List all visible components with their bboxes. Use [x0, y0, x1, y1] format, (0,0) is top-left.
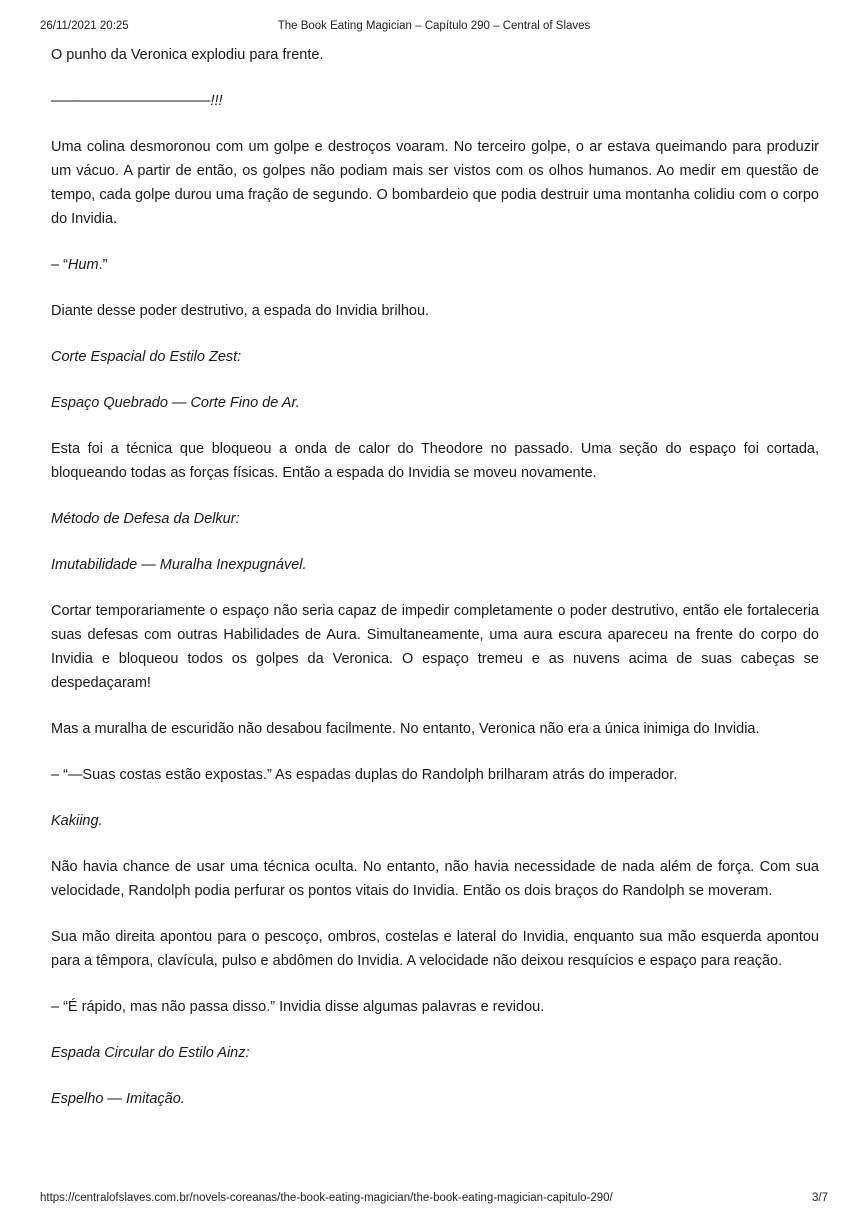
page-number: 3/7 [812, 1192, 828, 1204]
paragraph-3: Uma colina desmoronou com um golpe e destroços voaram. No terceiro golpe, o ar estava queimando para produzir um vácuo. A partir de então, os golpes não podiam mais ser vistos com os olhos humanos. Ao medir em questão de tempo, cada golpe durou uma fração de segundo. O bombardeio que podia destruir uma montanha colidiu com o corpo do Invidia. [51, 139, 819, 227]
paragraph-17: – “É rápido, mas não passa disso.” Invidia disse algumas palavras e revidou. [51, 999, 545, 1015]
chapter-text [51, 43, 819, 1133]
dialogue-italic: Hum [67, 257, 99, 273]
paragraph-14: Kakiing. [51, 813, 103, 829]
paragraph-1: O punho da Veronica explodiu para frente. [51, 47, 324, 63]
paragraph-11: Cortar temporariamente o espaço não seria capaz de impedir completamente o poder destrutivo, então ele fortaleceria suas defesas com outras Habilidades de Aura. Simultaneamente, uma aura escura apareceu na frente do corpo do Invidia e bloqueou todos os golpes da Veronica. O espaço tremeu e as nuvens acima de suas cabeças se despedaçaram! [51, 603, 819, 691]
paragraph-5: Diante desse poder destrutivo, a espada do Invidia brilhou. [51, 303, 430, 319]
source-url: https://centralofslaves.com.br/novels-coreanas/the-book-eating-magician/the-book-eating-magician-capitulo-290/ [40, 1192, 613, 1204]
dialogue-close: .” [98, 257, 108, 273]
paragraph-2: ———————————!!! [51, 93, 223, 109]
paragraph-7: Espaço Quebrado — Corte Fino de Ar. [51, 395, 300, 411]
paragraph-13: – “—Suas costas estão expostas.” As espadas duplas do Randolph brilharam atrás do imperador. [51, 767, 678, 783]
dialogue-open: – “ [51, 257, 68, 273]
page-header-title: The Book Eating Magician – Capítulo 290 – Central of Slaves [277, 20, 591, 32]
paragraph-15: Não havia chance de usar uma técnica oculta. No entanto, não havia necessidade de nada além de força. Com sua velocidade, Randolph podia perfurar os pontos vitais do Invidia. Então os dois braços do Randolph se moveram. [51, 859, 819, 899]
paragraph-4 [51, 253, 819, 277]
print-date: 26/11/2021 20:25 [40, 20, 129, 32]
paragraph-6: Corte Espacial do Estilo Zest: [51, 349, 242, 365]
paragraph-12: Mas a muralha de escuridão não desabou facilmente. No entanto, Veronica não era a única inimiga do Invidia. [51, 721, 760, 737]
paragraph-16: Sua mão direita apontou para o pescoço, ombros, costelas e lateral do Invidia, enquanto sua mão esquerda apontou para a têmpora, clavícula, pulso e abdômen do Invidia. A velocidade não deixou resquícios e espaço para reação. [51, 929, 819, 969]
paragraph-19: Espelho — Imitação. [51, 1091, 185, 1107]
paragraph-10: Imutabilidade — Muralha Inexpugnável. [51, 557, 307, 573]
paragraph-18: Espada Circular do Estilo Ainz: [51, 1045, 250, 1061]
paragraph-9: Método de Defesa da Delkur: [51, 511, 240, 527]
paragraph-8: Esta foi a técnica que bloqueou a onda de calor do Theodore no passado. Uma seção do espaço foi cortada, bloqueando todas as forças físicas. Então a espada do Invidia se moveu novamente. [51, 441, 819, 481]
